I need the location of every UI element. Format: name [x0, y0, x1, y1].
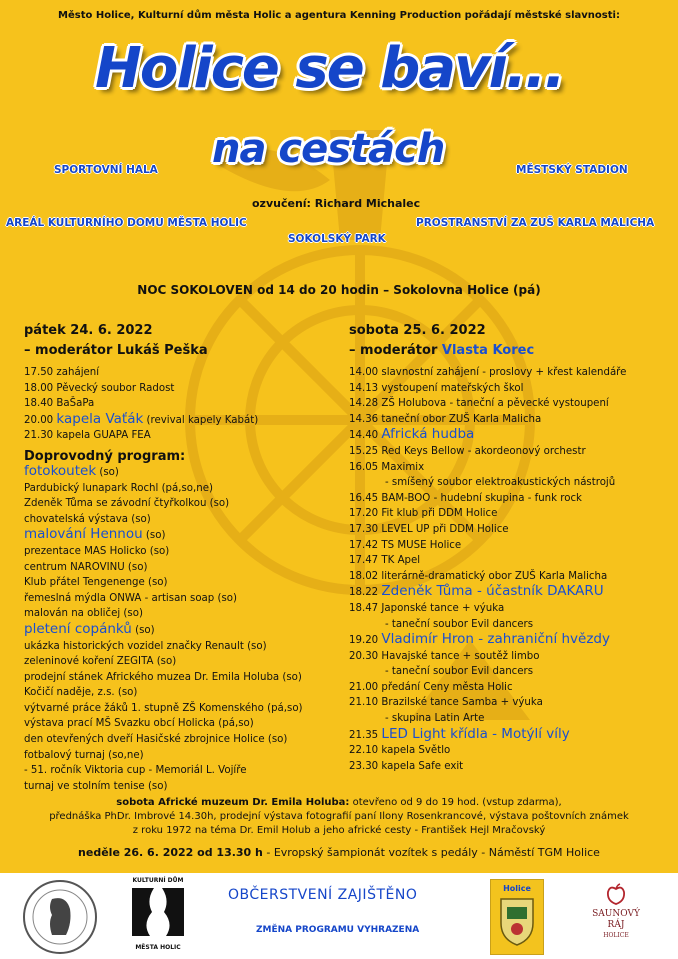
- friday-day: pátek 24. 6. 2022: [24, 323, 153, 338]
- program-text: - 51. ročník Viktoria cup - Memoriál L. Vojíře: [24, 765, 247, 777]
- program-row: [24, 560, 303, 576]
- program-time: 18.00: [24, 382, 54, 394]
- program-time: 14.00: [349, 367, 379, 378]
- program-row: [24, 544, 303, 560]
- program-row: [349, 381, 626, 397]
- saturday-day: sobota 25. 6. 2022: [349, 323, 486, 338]
- program-highlight: fotokoutek: [24, 462, 97, 479]
- program-row: [349, 711, 626, 727]
- program-row: [349, 538, 626, 554]
- program-time: 14.36: [349, 413, 379, 425]
- program-row: [349, 460, 626, 476]
- program-row: [24, 428, 303, 444]
- program-row: [349, 412, 626, 428]
- program-text: - skupina Latin Arte: [385, 713, 485, 725]
- program-row: [349, 569, 626, 585]
- program-row: [24, 575, 303, 591]
- program-text: výtvarné práce žáků 1. stupně ZŠ Komenského (pá,so): [24, 702, 303, 714]
- saturday-program: [349, 365, 626, 774]
- program-text: - taneční soubor Evil dancers: [385, 666, 534, 678]
- program-row: [24, 763, 303, 779]
- holice-crest-label: Holice: [503, 884, 531, 893]
- museum-line3: z roku 1972 na téma Dr. Emil Holub a jeho africké cesty - František Hejl Mračovský: [132, 825, 546, 836]
- program-row: [24, 381, 303, 397]
- museum-line2: přednáška PhDr. Imbrové 14.30h, prodejní výstava fotografií paní Ilony Rosenkrancové, výstava poštovních známek: [49, 811, 629, 822]
- holice-crest-logo: [490, 879, 544, 955]
- program-time: 15.25: [349, 445, 379, 457]
- program-row: [24, 732, 303, 748]
- crest-icon: [491, 893, 543, 949]
- program-text: zahájení: [56, 367, 100, 378]
- program-text: Klub přátel Tengenenge (so): [24, 577, 168, 589]
- program-row: [349, 522, 626, 538]
- program-time: 18.47: [349, 602, 379, 614]
- program-text: Red Keys Bellow - akordeonový orchestr: [381, 445, 586, 457]
- program-text: ukázka historických vozidel značky Renault (so): [24, 640, 267, 652]
- saunovy-line2: RÁJ: [607, 920, 625, 930]
- program-row: [349, 396, 626, 412]
- program-row: [24, 654, 303, 670]
- program-row: [349, 584, 626, 601]
- program-text: ZŠ Holubova - taneční a pěvecké vystoupení: [381, 398, 609, 410]
- program-text: kapela GUAPA FEA: [56, 430, 151, 442]
- friday-block: [24, 321, 303, 794]
- program-time: 14.40: [349, 430, 379, 442]
- main-title: Holice se baví...: [95, 36, 564, 101]
- program-row: [349, 475, 626, 491]
- program-row: [349, 743, 626, 759]
- saunovy-raj-logo: [586, 883, 646, 951]
- saturday-block: [349, 321, 626, 774]
- program-time: 16.05: [349, 461, 379, 473]
- program-text: BaŠaPa: [56, 398, 95, 410]
- saturday-moderator: [349, 341, 626, 361]
- program-text: centrum NAROVINU (so): [24, 561, 148, 573]
- program-row: [24, 685, 303, 701]
- program-text: Havajské tance + soutěž limbo: [381, 650, 540, 662]
- program-row: [349, 491, 626, 507]
- venue-mestsky-stadion: MĚSTSKÝ STADION: [516, 164, 628, 176]
- venue-sokolsky-park: SOKOLSKÝ PARK: [288, 233, 386, 245]
- program-text: malován na obličej (so): [24, 608, 143, 620]
- program-row: [349, 664, 626, 680]
- program-row: [349, 695, 626, 711]
- program-time: 18.02: [349, 570, 379, 582]
- program-text: (so): [131, 624, 155, 636]
- subtitle: na cestách: [212, 126, 445, 172]
- program-row: [24, 591, 303, 607]
- program-text: slavnostní zahájení - proslovy + křest kalendáře: [381, 367, 627, 378]
- program-text: Pěvecký soubor Radost: [56, 382, 175, 394]
- program-row: [349, 680, 626, 696]
- program-text: TK Apel: [381, 555, 421, 567]
- sunday-title: neděle 26. 6. 2022 od 13.30 h: [78, 846, 263, 859]
- program-time: 18.40: [24, 398, 54, 410]
- program-time: 21.00: [349, 681, 379, 693]
- program-time: 20.00: [24, 414, 54, 426]
- program-highlight: malování Hennou: [24, 526, 143, 543]
- program-row: [349, 365, 626, 381]
- program-text: (so): [142, 530, 166, 542]
- program-text: turnaj ve stolním tenise (so): [24, 780, 168, 792]
- program-time: 19.20: [349, 635, 379, 647]
- program-text: kapela Světlo: [381, 745, 451, 757]
- doprovodny-program: [24, 464, 303, 794]
- doprovodny-heading: Doprovodný program:: [24, 448, 186, 464]
- program-time: 17.30: [349, 523, 379, 535]
- program-text: BAM-BOO - hudební skupina - funk rock: [381, 492, 582, 504]
- program-time: 21.35: [349, 729, 379, 741]
- program-text: LEVEL UP při DDM Holice: [381, 523, 509, 535]
- saturday-moderator-name: Vlasta Korec: [441, 343, 535, 358]
- program-text: Brazilské tance Samba + výuka: [381, 697, 543, 709]
- program-row: [24, 701, 303, 717]
- program-highlight: kapela Vaťák: [56, 410, 144, 427]
- program-text: - smíšený soubor elektroakustických nástrojů: [385, 477, 616, 489]
- program-row: [24, 512, 303, 528]
- program-row: [349, 632, 626, 649]
- program-time: 17.20: [349, 508, 379, 520]
- kd-logo-top: KULTURNÍ DŮM: [132, 877, 184, 884]
- program-time: 20.30: [349, 650, 379, 662]
- program-text: fotbalový turnaj (so,ne): [24, 749, 144, 761]
- sunday-info: [0, 846, 678, 859]
- kulturni-dum-logo: [128, 877, 188, 955]
- program-text: TS MUSE Holice: [381, 539, 462, 551]
- friday-moderator: – moderátor Lukáš Peška: [24, 343, 208, 358]
- program-row: [24, 622, 303, 639]
- program-text: taneční obor ZUŠ Karla Malicha: [381, 413, 542, 425]
- program-row: [24, 464, 303, 481]
- zmena-programu: ZMĚNA PROGRAMU VYHRAZENA: [256, 925, 420, 935]
- venue-sportovni-hala: SPORTOVNÍ HALA: [54, 164, 158, 176]
- venue-prostranstvi: PROSTRANSTVÍ ZA ZUŠ KARLA MALICHA: [416, 217, 655, 229]
- program-row: [349, 649, 626, 665]
- program-text: předání Ceny města Holic: [381, 681, 513, 693]
- program-text: (revival kapely Kabát): [143, 414, 259, 426]
- program-text: den otevřených dveří Hasičské zbrojnice Holice (so): [24, 734, 288, 746]
- program-row: [24, 481, 303, 497]
- program-highlight: LED Light křídla - Motýlí víly: [381, 725, 570, 742]
- program-row: [349, 617, 626, 633]
- program-row: [349, 506, 626, 522]
- program-text: výstava prací MŠ Svazku obcí Holicka (pá,so): [24, 718, 254, 730]
- program-row: [24, 527, 303, 544]
- program-text: literárně-dramatický obor ZUŠ Karla Malicha: [381, 570, 608, 582]
- program-row: [349, 444, 626, 460]
- saunovy-line3: HOLICE: [603, 932, 629, 939]
- program-text: Pardubický lunapark Rochl (pá,so,ne): [24, 482, 213, 494]
- program-row: [24, 606, 303, 622]
- footer: [0, 873, 678, 959]
- museum-line1: otevřeno od 9 do 19 hod. (vstup zdarma),: [349, 797, 562, 808]
- apple-icon: [606, 883, 626, 905]
- program-text: (so): [96, 466, 119, 478]
- museum-title: sobota Africké muzeum Dr. Emila Holuba:: [116, 797, 350, 808]
- program-text: prodejní stánek Afrického muzea Dr. Emila Holuba (so): [24, 671, 302, 683]
- program-text: - taneční soubor Evil dancers: [385, 618, 534, 630]
- obcerstveni-zajisteno: OBČERSTVENÍ ZAJIŠTĚNO: [228, 887, 418, 903]
- ozvuceni: ozvučení: Richard Michalec: [252, 197, 421, 210]
- program-time: 14.28: [349, 398, 379, 410]
- program-row: [24, 412, 303, 429]
- program-time: 22.10: [349, 745, 379, 757]
- friday-program: [24, 365, 303, 444]
- program-text: Japonské tance + výuka: [381, 602, 505, 614]
- faces-icon: [128, 884, 188, 940]
- noc-sokoloven: NOC SOKOLOVEN od 14 do 20 hodin – Sokolovna Holice (pá): [137, 283, 541, 297]
- program-text: Zdeněk Tůma se závodní čtyřkolkou (so): [24, 498, 230, 510]
- program-row: [349, 553, 626, 569]
- program-highlight: pletení copánků: [24, 620, 132, 637]
- program-highlight: Africká hudba: [381, 426, 475, 443]
- program-highlight: Vladimír Hron - zahraniční hvězdy: [381, 631, 610, 648]
- program-text: vystoupení mateřských škol: [381, 382, 524, 394]
- program-row: [24, 496, 303, 512]
- saunovy-line1: SAUNOVÝ: [592, 909, 640, 919]
- program-row: [349, 601, 626, 617]
- program-time: 18.22: [349, 587, 379, 599]
- program-text: Maximix: [381, 461, 425, 473]
- program-time: 17.50: [24, 367, 54, 378]
- program-highlight: Zdeněk Tůma - účastník DAKARU: [381, 583, 604, 600]
- museum-info: [0, 796, 678, 838]
- program-time: 21.10: [349, 697, 379, 709]
- program-time: 17.47: [349, 555, 379, 567]
- program-row: [24, 396, 303, 412]
- program-row: [24, 779, 303, 795]
- program-row: [24, 670, 303, 686]
- program-text: prezentace MAS Holicko (so): [24, 545, 170, 557]
- program-row: [24, 639, 303, 655]
- program-row: [24, 365, 303, 381]
- kd-logo-bottom: MĚSTA HOLIC: [135, 944, 181, 951]
- venue-areal: AREÁL KULTURNÍHO DOMU MĚSTA HOLIC: [6, 217, 247, 229]
- program-row: [349, 727, 626, 744]
- program-row: [349, 759, 626, 775]
- program-time: 17.42: [349, 539, 379, 551]
- program-row: [349, 427, 626, 444]
- program-text: Fit klub při DDM Holice: [381, 508, 498, 520]
- program-text: řemeslná mýdla ONWA - artisan soap (so): [24, 592, 237, 604]
- program-row: [24, 716, 303, 732]
- program-time: 21.30: [24, 430, 54, 442]
- program-row: [24, 748, 303, 764]
- program-time: 16.45: [349, 492, 379, 504]
- program-text: kapela Safe exit: [381, 760, 464, 772]
- program-text: zeleninové koření ZEGITA (so): [24, 656, 177, 668]
- program-text: Kočičí naděje, z.s. (so): [24, 687, 138, 699]
- program-time: 14.13: [349, 382, 379, 394]
- organizers-line: Město Holice, Kulturní dům města Holic a agentura Kenning Production pořádají městské slavnosti:: [58, 10, 620, 21]
- program-text: chovatelská výstava (so): [24, 513, 151, 525]
- saturday-moderator-prefix: – moderátor: [349, 343, 442, 358]
- sunday-text: - Evropský šampionát vozítek s pedály - Náměstí TGM Holice: [262, 846, 600, 859]
- emil-holub-seal-logo: [22, 879, 98, 955]
- program-time: 23.30: [349, 760, 379, 772]
